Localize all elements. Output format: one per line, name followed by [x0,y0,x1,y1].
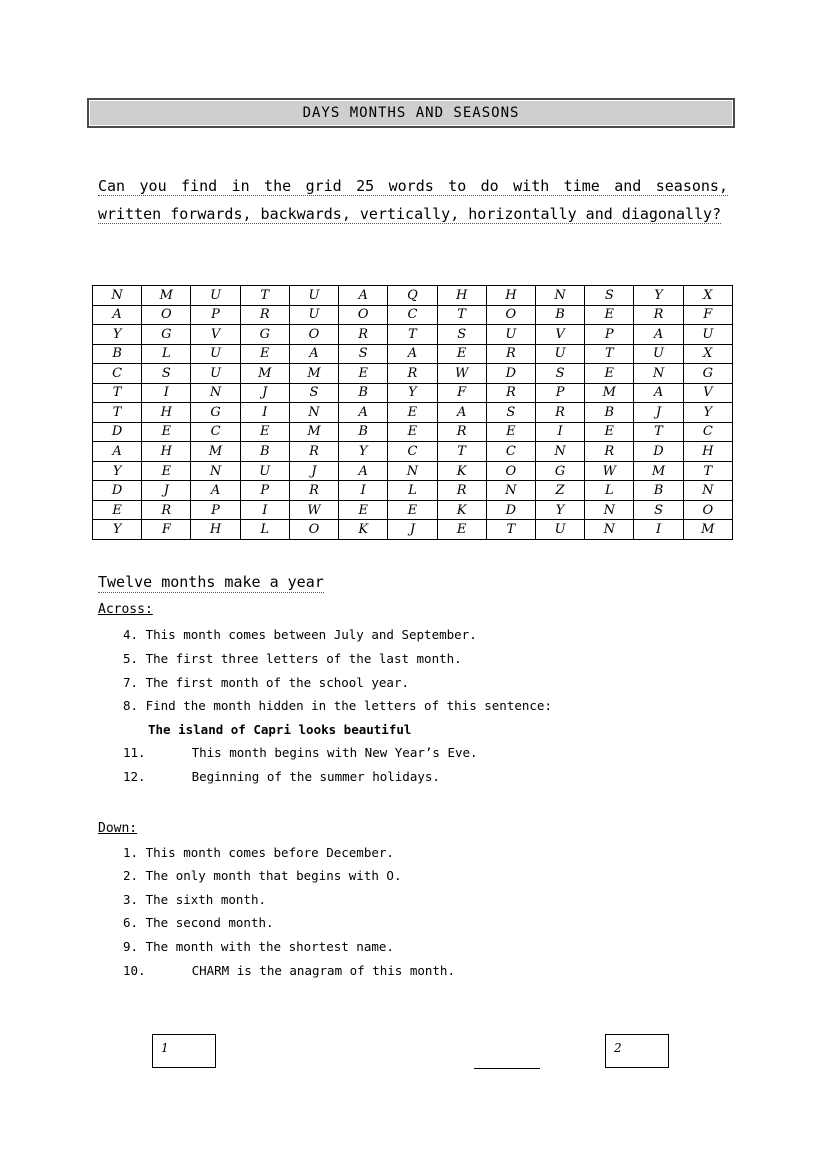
grid-cell[interactable]: B [339,383,388,403]
intro-text [98,172,728,228]
grid-cell[interactable]: E [240,344,289,364]
clue-number: 4. [123,627,139,642]
grid-row [93,422,733,442]
clue-number: 9. [123,939,139,954]
grid-cell[interactable]: I [634,520,683,540]
clue-text: This month comes between July and September. [145,627,477,642]
grid-cell[interactable]: L [240,520,289,540]
grid-cell[interactable]: R [535,403,584,423]
grid-cell[interactable]: E [388,403,437,423]
across-clue [123,769,440,784]
grid-cell[interactable]: B [339,422,388,442]
clue-text: CHARM is the anagram of this month. [191,963,455,978]
across-heading: Across: [98,602,153,617]
grid-cell[interactable]: M [289,364,338,384]
grid-row [93,344,733,364]
clue-text: The first month of the school year. [145,675,409,690]
grid-cell[interactable]: E [437,344,486,364]
grid-cell[interactable]: C [93,364,142,384]
intro-instructions: Can you find in the grid 25 words to do with time and seasons, written forwards, backwards, vertically, horizontally and diagonally? [98,177,728,223]
grid-cell[interactable]: Y [535,500,584,520]
grid-cell[interactable]: Y [93,461,142,481]
clue-text: This month comes before December. [145,845,394,860]
grid-cell[interactable]: T [93,403,142,423]
grid-cell[interactable]: N [289,403,338,423]
grid-cell[interactable]: R [486,344,535,364]
grid-row [93,383,733,403]
grid-cell[interactable]: T [93,383,142,403]
grid-cell[interactable]: V [535,325,584,345]
grid-cell[interactable]: T [437,442,486,462]
grid-cell[interactable]: I [240,403,289,423]
clue-number: 5. [123,651,139,666]
grid-cell[interactable]: R [339,325,388,345]
grid-cell[interactable]: B [634,481,683,501]
grid-cell[interactable]: J [388,520,437,540]
grid-cell[interactable]: S [634,500,683,520]
grid-cell[interactable]: N [93,286,142,306]
grid-cell[interactable]: N [388,461,437,481]
grid-cell[interactable]: O [339,305,388,325]
grid-cell[interactable]: N [191,461,240,481]
grid-cell[interactable]: A [191,481,240,501]
grid-cell[interactable]: G [240,325,289,345]
grid-cell[interactable]: O [142,305,191,325]
grid-cell[interactable]: U [535,520,584,540]
grid-cell[interactable]: T [585,344,634,364]
grid-cell[interactable]: T [486,520,535,540]
grid-cell[interactable]: Z [535,481,584,501]
grid-cell[interactable]: C [191,422,240,442]
grid-cell[interactable]: H [191,520,240,540]
grid-row [93,325,733,345]
down-clue [123,868,401,883]
clue-text: This month begins with New Year’s Eve. [191,745,478,760]
grid-cell[interactable]: M [191,442,240,462]
grid-cell[interactable]: Y [683,403,732,423]
across-clue [123,651,462,666]
grid-cell[interactable]: A [93,442,142,462]
grid-cell[interactable]: E [585,364,634,384]
grid-cell[interactable]: R [142,500,191,520]
grid-cell[interactable]: O [289,520,338,540]
grid-cell[interactable]: L [585,481,634,501]
grid-cell[interactable]: D [93,422,142,442]
grid-cell[interactable]: T [683,461,732,481]
grid-cell[interactable]: T [388,325,437,345]
grid-cell[interactable]: Y [93,520,142,540]
grid-cell[interactable]: C [388,442,437,462]
worksheet-title: DAYS MONTHS AND SEASONS [87,98,735,128]
grid-cell[interactable]: K [437,461,486,481]
grid-cell[interactable]: C [486,442,535,462]
grid-cell[interactable]: K [437,500,486,520]
grid-cell[interactable]: L [388,481,437,501]
down-clue [123,939,394,954]
grid-cell[interactable]: U [240,461,289,481]
across-clue [123,745,478,760]
grid-cell[interactable]: E [585,422,634,442]
clue-number: 8. [123,698,139,713]
grid-cell[interactable]: Y [634,286,683,306]
clue-text: The sixth month. [145,892,267,907]
grid-cell[interactable]: P [191,305,240,325]
grid-cell[interactable]: U [191,364,240,384]
grid-cell[interactable]: M [240,364,289,384]
grid-cell[interactable]: K [339,520,388,540]
grid-cell[interactable]: H [683,442,732,462]
grid-cell[interactable]: B [535,305,584,325]
grid-cell[interactable]: R [437,422,486,442]
clue-number: 6. [123,915,139,930]
grid-cell[interactable]: U [191,344,240,364]
grid-cell[interactable]: R [388,364,437,384]
grid-cell[interactable]: L [142,344,191,364]
grid-cell[interactable]: P [240,481,289,501]
grid-cell[interactable]: J [289,461,338,481]
clue-number: 1. [123,845,139,860]
grid-cell[interactable]: B [240,442,289,462]
grid-cell[interactable]: S [585,286,634,306]
grid-cell[interactable]: U [289,305,338,325]
grid-cell[interactable]: U [289,286,338,306]
grid-cell[interactable]: V [191,325,240,345]
grid-cell[interactable]: A [93,305,142,325]
grid-cell[interactable]: I [240,500,289,520]
grid-cell[interactable]: W [585,461,634,481]
answer-box-1[interactable]: 1 [152,1034,216,1068]
grid-cell[interactable]: J [142,481,191,501]
grid-cell[interactable]: U [535,344,584,364]
down-clue [123,845,394,860]
grid-cell[interactable]: Y [93,325,142,345]
grid-row [93,481,733,501]
grid-cell[interactable]: H [142,403,191,423]
grid-cell[interactable]: U [191,286,240,306]
grid-cell[interactable]: D [93,481,142,501]
grid-cell[interactable]: C [683,422,732,442]
grid-cell[interactable]: E [585,305,634,325]
grid-cell[interactable]: O [683,500,732,520]
grid-row [93,364,733,384]
grid-cell[interactable]: C [388,305,437,325]
grid-cell[interactable]: R [437,481,486,501]
grid-cell[interactable]: G [535,461,584,481]
grid-cell[interactable]: A [339,403,388,423]
grid-cell[interactable]: S [437,325,486,345]
clue-number: 12. [123,769,146,784]
grid-cell[interactable]: A [339,286,388,306]
grid-cell[interactable]: G [683,364,732,384]
grid-cell[interactable]: S [142,364,191,384]
grid-cell[interactable]: F [142,520,191,540]
grid-cell[interactable]: M [289,422,338,442]
grid-cell[interactable]: N [535,442,584,462]
grid-row [93,520,733,540]
grid-cell[interactable]: R [240,305,289,325]
grid-cell[interactable]: R [289,481,338,501]
grid-cell[interactable]: M [585,383,634,403]
grid-cell[interactable]: W [289,500,338,520]
clue-text: The month with the shortest name. [145,939,394,954]
clue-text: The first three letters of the last month. [145,651,462,666]
clue-number: 11. [123,745,146,760]
grid-cell[interactable]: T [437,305,486,325]
grid-cell[interactable]: S [486,403,535,423]
grid-cell[interactable]: D [634,442,683,462]
grid-cell[interactable]: I [142,383,191,403]
grid-cell[interactable]: A [289,344,338,364]
grid-cell[interactable]: N [535,286,584,306]
grid-cell[interactable]: M [683,520,732,540]
down-clue [123,963,455,978]
grid-cell[interactable]: G [191,403,240,423]
grid-cell[interactable]: H [486,286,535,306]
grid-cell[interactable]: N [683,481,732,501]
grid-cell[interactable]: F [683,305,732,325]
word-search-grid [92,285,733,540]
grid-cell[interactable]: H [437,286,486,306]
grid-cell[interactable]: E [339,500,388,520]
grid-cell[interactable]: Q [388,286,437,306]
grid-cell[interactable]: E [93,500,142,520]
grid-cell[interactable]: E [486,422,535,442]
grid-cell[interactable]: R [634,305,683,325]
grid-cell[interactable]: H [142,442,191,462]
grid-cell[interactable]: D [486,500,535,520]
across-clue [123,675,409,690]
grid-cell[interactable]: I [535,422,584,442]
grid-cell[interactable]: E [437,520,486,540]
grid-cell[interactable]: S [339,344,388,364]
grid-row [93,500,733,520]
grid-cell[interactable]: J [240,383,289,403]
grid-cell[interactable]: N [634,364,683,384]
grid-cell[interactable]: S [289,383,338,403]
grid-cell[interactable]: A [437,403,486,423]
grid-cell[interactable]: Y [339,442,388,462]
grid-cell[interactable]: E [339,364,388,384]
grid-cell[interactable]: E [388,422,437,442]
grid-cell[interactable]: A [634,325,683,345]
grid-cell[interactable]: E [388,500,437,520]
grid-cell[interactable]: T [634,422,683,442]
hidden-month-sentence: The island of Capri looks beautiful [148,722,412,737]
across-clue [123,627,477,642]
grid-cell[interactable]: N [486,481,535,501]
grid-row [93,442,733,462]
months-heading: Twelve months make a year [98,573,324,591]
grid-cell[interactable]: U [486,325,535,345]
clue-text: Beginning of the summer holidays. [191,769,440,784]
grid-cell[interactable]: A [388,344,437,364]
grid-cell[interactable]: R [486,383,535,403]
down-heading: Down: [98,821,138,836]
grid-cell[interactable]: X [683,344,732,364]
grid-cell[interactable]: F [437,383,486,403]
grid-cell[interactable]: P [535,383,584,403]
grid-cell[interactable]: W [437,364,486,384]
grid-cell[interactable]: N [191,383,240,403]
grid-row [93,461,733,481]
grid-cell[interactable]: R [585,442,634,462]
grid-cell[interactable]: V [683,383,732,403]
grid-row [93,305,733,325]
clue-text: Find the month hidden in the letters of this sentence: [145,698,552,713]
grid-cell[interactable]: O [486,305,535,325]
grid-cell[interactable]: D [486,364,535,384]
grid-cell[interactable]: P [585,325,634,345]
grid-cell[interactable]: S [535,364,584,384]
clue-number: 3. [123,892,139,907]
grid-cell[interactable]: A [339,461,388,481]
grid-cell[interactable]: B [93,344,142,364]
clue-number: 2. [123,868,139,883]
grid-cell[interactable]: O [289,325,338,345]
grid-cell[interactable]: E [240,422,289,442]
grid-cell[interactable]: T [240,286,289,306]
grid-cell[interactable]: U [683,325,732,345]
grid-cell[interactable]: P [191,500,240,520]
grid-cell[interactable]: M [142,286,191,306]
grid-cell[interactable]: R [289,442,338,462]
grid-cell[interactable]: I [339,481,388,501]
across-clue [123,698,552,713]
clue-number: 7. [123,675,139,690]
grid-cell[interactable]: B [585,403,634,423]
grid-row [93,286,733,306]
down-clue [123,892,266,907]
grid-row [93,403,733,423]
down-clue [123,915,274,930]
grid-cell[interactable]: N [585,520,634,540]
grid-cell[interactable]: U [634,344,683,364]
answer-box-2[interactable]: 2 [605,1034,669,1068]
grid-cell[interactable]: J [634,403,683,423]
clue-text: The only month that begins with O. [145,868,402,883]
grid-cell[interactable]: O [486,461,535,481]
grid-cell[interactable]: Y [388,383,437,403]
clue-text: The second month. [145,915,274,930]
clue-number: 10. [123,963,146,978]
grid-cell[interactable]: G [142,325,191,345]
grid-cell[interactable]: E [142,422,191,442]
answer-blank-line[interactable] [474,1068,540,1069]
grid-cell[interactable]: A [634,383,683,403]
grid-cell[interactable]: X [683,286,732,306]
grid-cell[interactable]: N [585,500,634,520]
grid-cell[interactable]: M [634,461,683,481]
grid-cell[interactable]: E [142,461,191,481]
